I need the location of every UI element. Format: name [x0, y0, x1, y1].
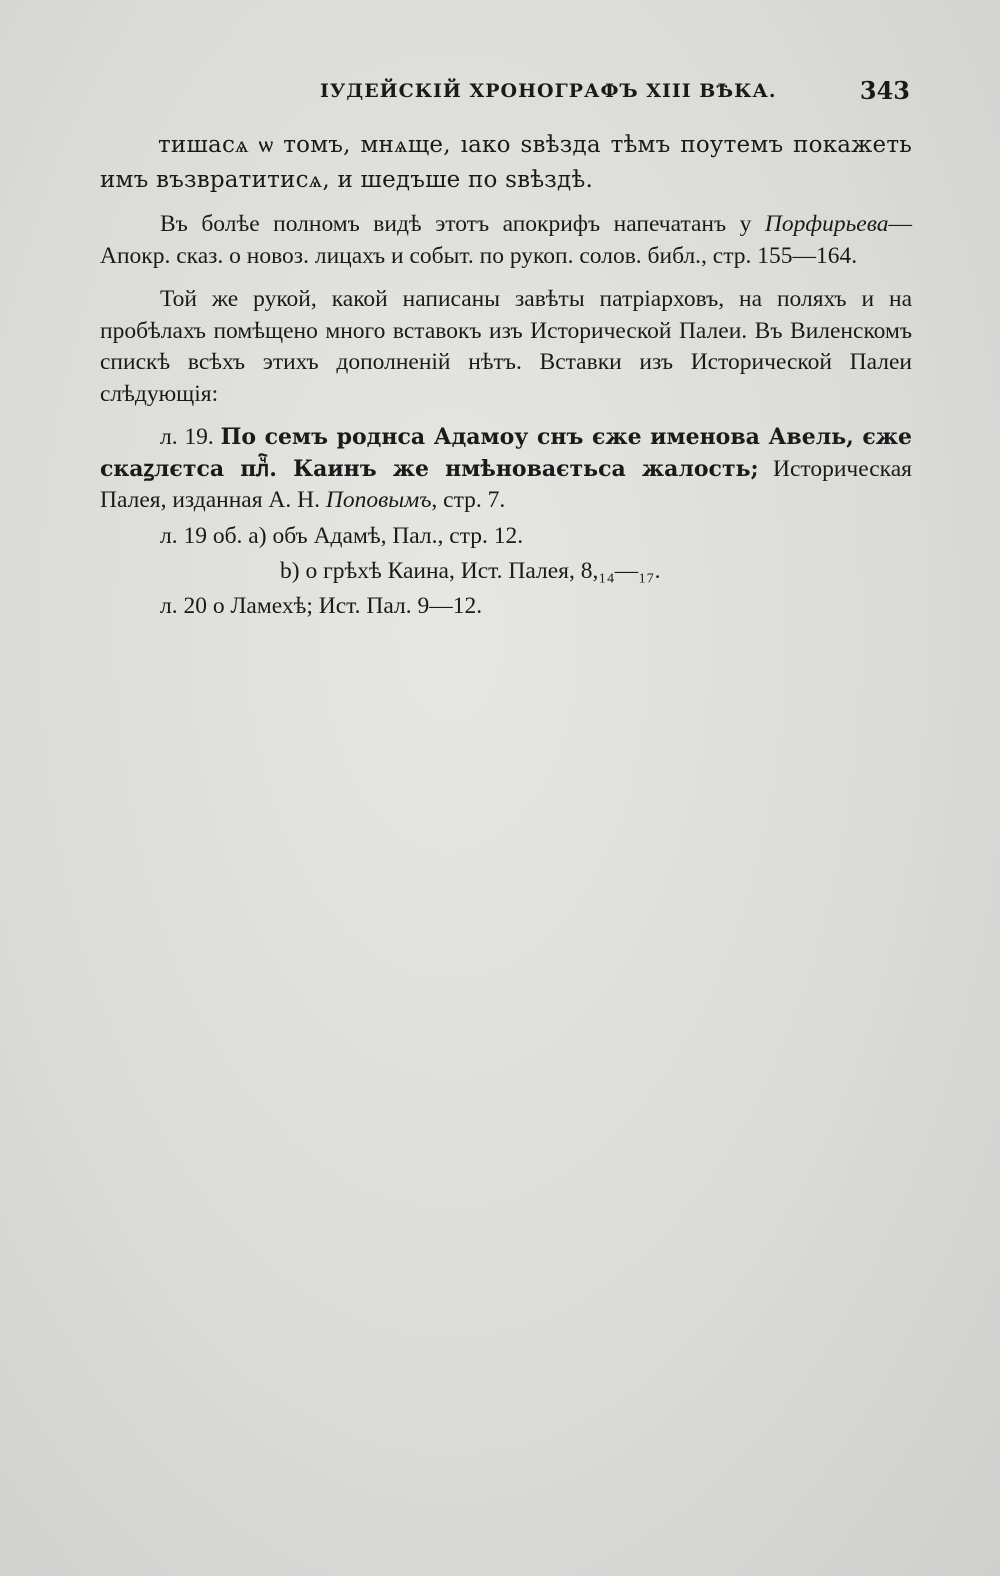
paragraph-apocrypha-note: Въ болѣе полномъ видѣ этотъ апокрифъ напечатанъ у Порфирьева—Апокр. сказ. о новоз. лицахъ и событ. по рукоп. солов. библ., стр. 155—164.: [100, 211, 912, 269]
slavonic-quote: По семъ роднса Адамоу снъ єже именова Авель, єже скаꙁлєтса плⷱ҇. Каинъ же нмѣноваєтьса жалость;: [100, 424, 912, 482]
commentary: [100, 209, 912, 624]
running-header: [100, 76, 910, 110]
page-number: 343: [859, 76, 910, 105]
author-name: Порфирьева: [764, 211, 889, 237]
church-slavonic-text: [100, 128, 912, 197]
running-title: ІУДЕЙСКІЙ ХРОНОГРАФЪ XIII ВѢКА.: [320, 80, 777, 102]
reference-item: л. 19 об. а) объ Адамѣ, Пал., стр. 12.: [160, 522, 524, 549]
editor-name: Поповымъ: [325, 487, 432, 513]
reference-list: [100, 519, 912, 624]
reference-item: л. 20 о Ламехѣ; Ист. Пал. 9—12.: [160, 592, 483, 619]
paragraph-insertions: Той же рукой, какой написаны завѣты патріарховъ, на поляхъ и на пробѣлахъ помѣщено много вставокъ изъ Исторической Палеи. Въ Виленскомъ спискѣ всѣхъ этихъ дополненій нѣтъ. Вставки изъ Исторической Палеи слѣдующія:: [100, 286, 912, 407]
page-body: [100, 128, 912, 624]
paragraph-leaf-19: л. 19. По семъ роднса Адамоу снъ єже именова Авель, єже скаꙁлєтса плⷱ҇. Каинъ же нмѣноваєтьса жалость; Историческая Палея, изданная А. Н. Поповымъ, стр. 7.: [100, 424, 912, 513]
slavonic-paragraph: тишасѧ ѡ томъ, мнѧще, ıако ѕвѣзда тѣмъ поутемъ покажеть имъ възвратитисѧ, и шедъше по ѕвѣздѣ.: [100, 132, 912, 193]
reference-item: b) о грѣхѣ Каина, Ист. Палея, 8,₁₄—₁₇.: [280, 557, 661, 584]
